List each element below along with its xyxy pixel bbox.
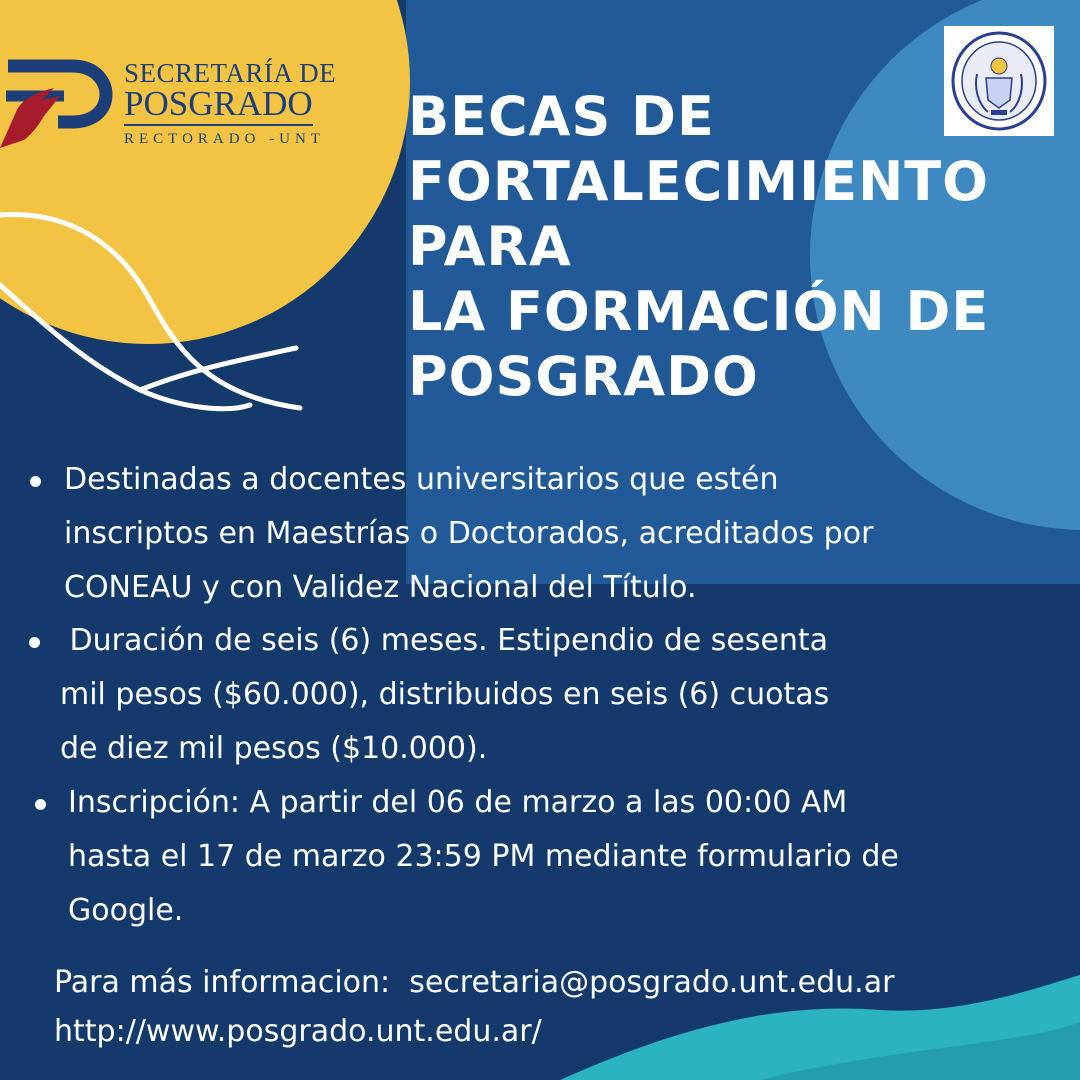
bullet-line: de diez mil pesos ($10.000). (60, 731, 488, 766)
bullet-line: inscriptos en Maestrías o Doctorados, acreditados por (64, 516, 874, 551)
title-line: PARA (408, 215, 572, 278)
bullet-line: Duración de seis (6) meses. Estipendio de sesenta (60, 623, 829, 658)
contact-email-line[interactable]: Para más informacion: secretaria@posgrado.unt.edu.ar (54, 965, 895, 1000)
logo-line-1: SECRETARÍA DE (124, 58, 337, 88)
title-line: FORTALECIMIENTO (408, 150, 990, 213)
bullet-line: Destinadas a docentes universitarios que estén (64, 462, 779, 497)
bullet-dot (29, 637, 40, 648)
logo-line-2: POSGRADO (124, 86, 313, 126)
bullet-line: CONEAU y con Validez Nacional del Título. (64, 570, 697, 605)
bullet-line: Google. (68, 893, 184, 928)
contact-info (54, 958, 894, 1056)
bullet-dot (35, 799, 46, 810)
secretaria-posgrado-logo (0, 56, 370, 156)
website-link[interactable]: http://www.posgrado.unt.edu.ar/ (54, 1014, 542, 1049)
title-line: BECAS DE (408, 85, 715, 148)
bullet-destinatarios (64, 453, 1054, 615)
logo-mark-icon (0, 56, 120, 156)
title-line: LA FORMACIÓN DE (408, 280, 990, 343)
bullet-line: Inscripción: A partir del 06 de marzo a las 00:00 AM (68, 785, 848, 820)
bullet-duracion (60, 614, 1050, 776)
logo-line-3: RECTORADO -UNT (124, 131, 325, 147)
bullet-dot (30, 476, 41, 487)
title-line: POSGRADO (408, 345, 759, 408)
bullet-line: mil pesos ($60.000), distribuidos en seis (6) cuotas (60, 677, 830, 712)
page-title (408, 84, 1048, 409)
bullet-inscripcion (68, 776, 1058, 938)
bullet-line: hasta el 17 de marzo 23:59 PM mediante formulario de (68, 839, 899, 874)
